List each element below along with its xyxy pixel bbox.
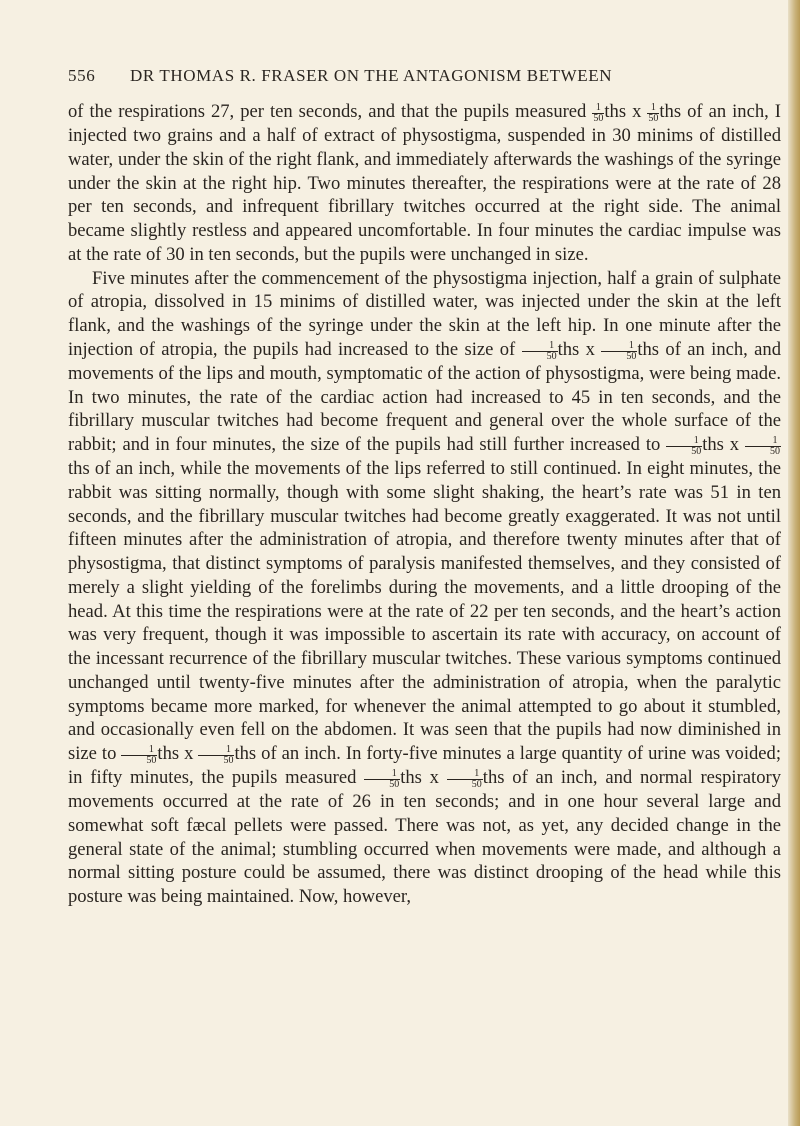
fraction-denominator: 50: [223, 755, 234, 766]
text-run: x: [723, 434, 746, 455]
paragraph: [68, 100, 781, 267]
fraction-numerator: 1: [647, 103, 659, 114]
fraction: [666, 436, 702, 457]
page-number: 556: [68, 66, 96, 85]
text-run: of an inch, and movements of the lips and mouth, symptomatic of the action of physostigma, were being made. In two minutes, the rate of the cardiac action had increased to 45 in ten seconds, and the fibrillary muscular twitches had become frequent and general over the whole surface of the rabbit; and in four minutes, the size of the pupils had still further increased to: [68, 338, 782, 455]
fraction-suffix: ths: [400, 767, 422, 788]
fraction: [447, 769, 483, 790]
fraction-numerator: 1: [745, 436, 781, 447]
fraction-suffix: ths: [234, 743, 257, 764]
fraction-suffix: ths: [702, 434, 724, 455]
fraction: [364, 769, 400, 790]
fraction: [522, 341, 558, 362]
text-run: Five minutes after the commencement of the physostigma injection, half a grain of sulphate of atropia, dissolved in 15 minims of distilled water, was injected under the skin at the left flank, and the washings of the syringe under the skin at the left hip. In one minute after the injection of atropia, the pupils had increased to the size of: [68, 267, 781, 360]
fraction-denominator: 50: [648, 113, 659, 124]
fraction-numerator: 1: [121, 745, 157, 756]
running-title: DR THOMAS R. FRASER ON THE ANTAGONISM BETWEEN: [130, 66, 613, 85]
fraction-denominator: 50: [691, 446, 702, 457]
text-run: of an inch. In forty-five minutes a large quantity of urine was voided; in fifty minutes, the pupils measured: [68, 743, 782, 788]
page-edge: [788, 0, 800, 1126]
fraction: [601, 341, 637, 362]
fraction: [647, 103, 659, 124]
fraction-denominator: 50: [626, 350, 637, 362]
text-run: of the respirations 27, per ten seconds, and that the pupils measured: [68, 101, 593, 122]
text-run: of an inch, I injected two grains and a half of extract of physostigma, suspended in 30 minims of distilled water, under the skin of the right flank, and immediately afterwards the washings of the syringe under the skin at the right hip. Two minutes thereafter, the respirations were at the rate of 28 per ten seconds, and infrequent fibrillary twitches occurred at the right side. The animal became slightly restless and appeared uncomfortable. In four minutes the cardiac impulse was at the rate of 30 in ten seconds, but the pupils were unchanged in size.: [68, 101, 781, 265]
fraction: [745, 436, 781, 457]
fraction-denominator: 50: [146, 755, 157, 766]
paragraph: [68, 267, 781, 909]
fraction-suffix: ths: [482, 767, 505, 788]
fraction-denominator: 50: [546, 350, 557, 362]
text-run: x: [179, 743, 199, 764]
fraction-numerator: 1: [592, 103, 604, 114]
text-run: x: [626, 101, 648, 122]
fraction-suffix: ths: [604, 101, 627, 122]
text-run: x: [421, 767, 447, 788]
fraction-numerator: 1: [364, 769, 400, 780]
fraction-suffix: ths: [68, 458, 90, 479]
body-text: [68, 100, 781, 909]
fraction-suffix: ths: [557, 338, 580, 360]
fraction: [592, 103, 604, 124]
fraction-denominator: 50: [770, 446, 781, 457]
fraction-numerator: 1: [666, 436, 702, 447]
text-run: of an inch, and normal respiratory movements occurred at the rate of 26 in ten seconds; and in one hour several large and somewhat soft fæcal pellets were passed. There was not, as yet, any decided change in the general state of the animal; stumbling occurred when movements were made, and although a normal sitting posture could be assumed, there was distinct drooping of the head while this posture was being maintained. Now, however,: [68, 767, 781, 907]
fraction-denominator: 50: [389, 779, 400, 790]
text-run: x: [579, 338, 602, 360]
text-run: of an inch, while the movements of the lips referred to still continued. In eight minutes, the rabbit was sitting normally, though with some slight shaking, the heart’s rate was 51 in ten seconds, and the fibrillary muscular twitches had become greatly exaggerated. It was not until fifteen minutes after the administration of atropia, and therefore twenty minutes after that of physostigma, that distinct symptoms of paralysis manifested themselves, and they consisted of merely a slight yielding of the forelimbs during the movements, and a little drooping of the head. At this time the respirations were at the rate of 22 per ten seconds, and the heart’s action was very frequent, though it was impossible to ascertain its rate with accuracy, on account of the incessant recurrence of the fibrillary muscular twitches. These various symptoms continued unchanged until twenty-five minutes after the administration of atropia, when the paralytic symptoms became more marked, for whenever the animal attempted to go about it stumbled, and occasionally even fell on the abdomen. It was seen that the pupils had now diminished in size to: [68, 458, 781, 764]
fraction-denominator: 50: [593, 113, 604, 124]
fraction: [198, 745, 234, 766]
fraction-numerator: 1: [447, 769, 483, 780]
fraction-denominator: 50: [471, 779, 482, 790]
fraction-numerator: 1: [198, 745, 234, 756]
fraction-numerator: 1: [522, 341, 558, 352]
fraction-suffix: ths: [659, 101, 682, 122]
fraction-numerator: 1: [601, 341, 637, 352]
fraction-suffix: ths: [637, 338, 660, 360]
fraction: [121, 745, 157, 766]
fraction-suffix: ths: [157, 743, 180, 764]
